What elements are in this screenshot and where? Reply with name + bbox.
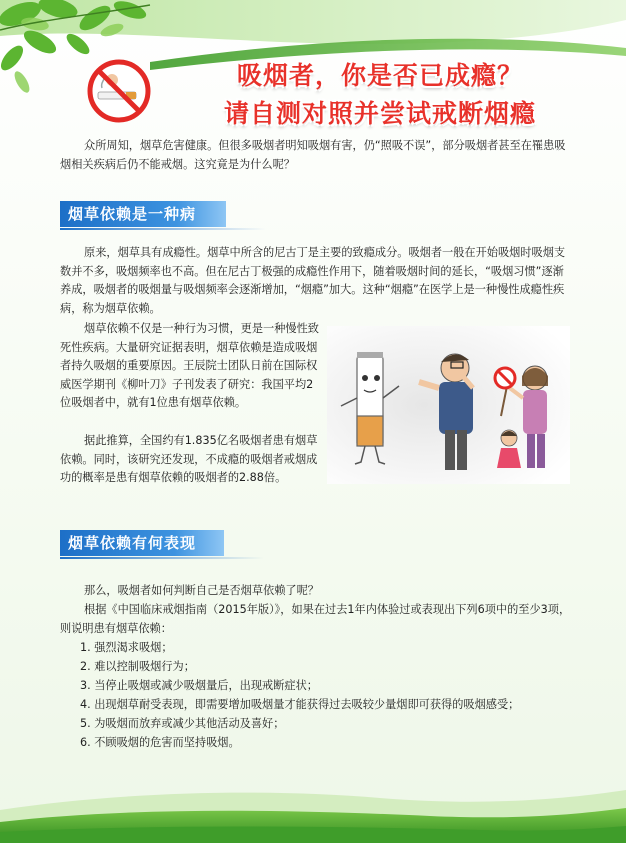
section2-paragraph-2: 根据《中国临床戒烟指南（2015年版）》，如果在过去1年内体验过或表现出下列6项中的至少3项，则说明患有烟草依赖： (60, 603, 571, 635)
criteria-item: 6. 不顾吸烟的危害而坚持吸烟。 (80, 736, 240, 749)
page-subtitle: 请自测对照并尝试戒断烟瘾 (223, 99, 536, 128)
section1-paragraph-3: 据此推算，全国约有1.835亿名吸烟者患有烟草依赖。同时，该研究还发现，不成瘾的吸烟者戒烟成功的概率是患有烟草依赖的吸烟者的2.88倍。 (60, 434, 318, 484)
section-heading-dependency-disease: 烟草依赖是一种病 (60, 201, 226, 227)
no-smoking-icon (86, 58, 152, 124)
bottom-grass-decoration (0, 770, 626, 843)
section-heading-symptoms: 烟草依赖有何表现 (60, 530, 224, 556)
criteria-item: 1. 强烈渴求吸烟； (80, 641, 173, 654)
criteria-item: 2. 难以控制吸烟行为； (80, 660, 195, 673)
section2-paragraph-1: 那么，吸烟者如何判断自己是否烟草依赖了呢？ (84, 584, 319, 597)
page-title: 吸烟者，你是否已成瘾？ (236, 61, 523, 90)
criteria-item: 3. 当停止吸烟或减少吸烟量后，出现戒断症状； (80, 679, 318, 692)
section1-paragraph-2: 烟草依赖不仅是一种行为习惯，更是一种慢性致死性疾病。大量研究证据表明，烟草依赖是造成吸烟者持久吸烟的重要原因。王辰院士团队日前在国际权威医学期刊《柳叶刀》子刊发表了研究：我国平均2位吸烟者中，就有1位患有烟草依赖。 (60, 322, 319, 409)
criteria-item: 5. 为吸烟而放弃或减少其他活动及喜好； (80, 717, 285, 730)
intro-paragraph: 众所周知，烟草危害健康。但很多吸烟者明知吸烟有害，仍“照吸不误”，部分吸烟者甚至在罹患吸烟相关疾病后仍不能戒烟。这究竟是为什么呢？ (60, 139, 566, 171)
section1-paragraph-1: 原来，烟草具有成瘾性。烟草中所含的尼古丁是主要的致瘾成分。吸烟者一般在开始吸烟时吸烟支数并不多，吸烟频率也不高。但在尼古丁极强的成瘾性作用下，随着吸烟时间的延长，“吸烟习惯”逐渐养成，吸烟者的吸烟量与吸烟频率会逐渐增加，“烟瘾”加大。这种“烟瘾”在医学上是一种慢性成瘾性疾病，称为烟草依赖。 (60, 246, 566, 315)
criteria-item: 4. 出现烟草耐受表现，即需要增加吸烟量才能获得过去吸较少量烟即可获得的吸烟感受； (80, 698, 520, 711)
criteria-list (80, 638, 580, 752)
cigarette-family-illustration (327, 326, 570, 484)
